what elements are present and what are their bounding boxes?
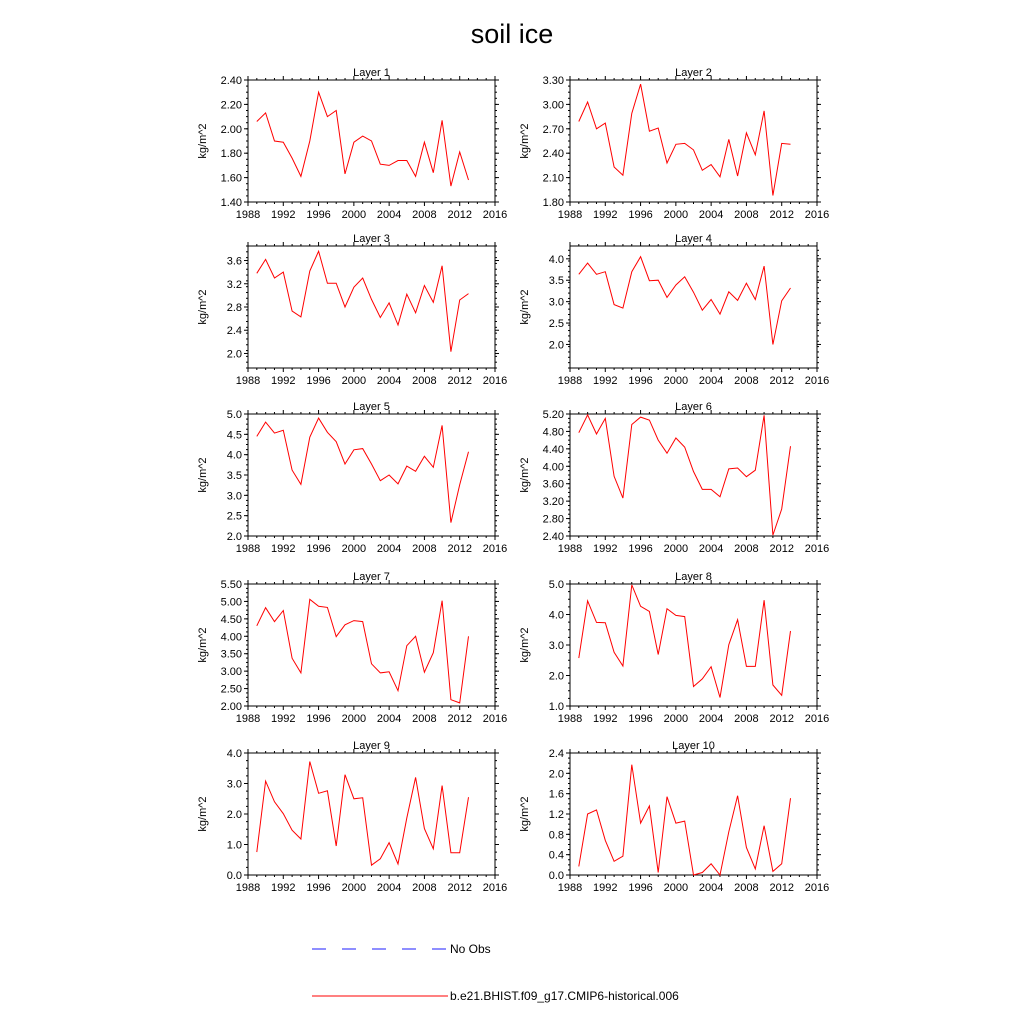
x-tick-label: 2008 xyxy=(412,713,437,725)
x-tick-label: 1988 xyxy=(557,375,583,387)
series-line xyxy=(579,257,791,345)
x-tick-label: 1992 xyxy=(593,375,618,387)
x-tick-label: 2016 xyxy=(804,543,830,555)
y-tick-label: 2.0 xyxy=(226,348,242,361)
x-tick-label: 1996 xyxy=(306,882,331,894)
x-tick-label: 2008 xyxy=(412,375,437,387)
y-tick-label: 2.70 xyxy=(542,123,564,136)
x-tick-label: 2012 xyxy=(447,375,472,387)
x-tick-label: 1988 xyxy=(557,209,583,221)
y-axis-label: kg/m^2 xyxy=(519,457,531,493)
y-tick-label: 2.40 xyxy=(220,75,242,87)
y-tick-label: 0.4 xyxy=(548,849,564,862)
x-tick-label: 1992 xyxy=(271,882,296,894)
series-line xyxy=(257,418,469,522)
y-tick-label: 2.50 xyxy=(220,683,242,696)
x-tick-label: 2016 xyxy=(804,713,830,725)
y-axis-label: kg/m^2 xyxy=(197,796,209,832)
y-axis-label: kg/m^2 xyxy=(197,123,209,159)
x-tick-label: 1996 xyxy=(306,209,331,221)
y-tick-label: 0.0 xyxy=(226,870,242,882)
x-tick-label: 2004 xyxy=(376,375,402,387)
x-tick-label: 1992 xyxy=(593,882,618,894)
y-tick-label: 3.20 xyxy=(542,496,564,509)
x-tick-label: 2004 xyxy=(698,375,724,387)
y-tick-label: 3.0 xyxy=(548,296,564,309)
x-tick-label: 2004 xyxy=(698,882,724,894)
panel-layer-8 xyxy=(519,571,829,725)
panel-layer-1 xyxy=(197,67,507,221)
y-tick-label: 3.60 xyxy=(542,478,564,491)
x-tick-label: 2016 xyxy=(804,375,830,387)
x-tick-label: 1996 xyxy=(628,713,653,725)
x-tick-label: 2008 xyxy=(734,882,759,894)
x-tick-label: 2008 xyxy=(734,375,759,387)
x-tick-label: 2000 xyxy=(341,713,367,725)
panel-title: Layer 9 xyxy=(353,740,390,752)
figure-title: soil ice xyxy=(470,19,554,49)
plot-frame xyxy=(248,246,495,368)
x-tick-label: 1992 xyxy=(593,713,618,725)
y-tick-label: 4.00 xyxy=(542,461,564,474)
series-line xyxy=(257,92,469,186)
panel-title: Layer 2 xyxy=(675,67,712,79)
x-tick-label: 2000 xyxy=(663,375,689,387)
y-tick-label: 2.00 xyxy=(220,701,242,713)
plot-frame xyxy=(248,584,495,706)
y-tick-label: 2.00 xyxy=(220,123,242,136)
panel-title: Layer 3 xyxy=(353,233,390,245)
legend-label-model: b.e21.BHIST.f09_g17.CMIP6-historical.006 xyxy=(450,989,679,1003)
x-tick-label: 2000 xyxy=(663,209,689,221)
plot-frame xyxy=(248,414,495,536)
x-tick-label: 2004 xyxy=(698,209,724,221)
y-axis-label: kg/m^2 xyxy=(519,627,531,663)
x-tick-label: 1992 xyxy=(271,713,296,725)
y-axis-label: kg/m^2 xyxy=(519,289,531,325)
panel-layer-10 xyxy=(519,740,829,894)
y-tick-label: 2.0 xyxy=(548,768,564,781)
y-tick-label: 5.50 xyxy=(220,579,242,591)
y-tick-label: 2.5 xyxy=(548,318,564,331)
legend xyxy=(312,942,679,1003)
y-tick-label: 5.20 xyxy=(542,409,564,421)
y-tick-label: 0.8 xyxy=(548,829,564,842)
y-tick-label: 1.40 xyxy=(220,197,242,209)
y-tick-label: 3.00 xyxy=(220,666,242,679)
panel-title: Layer 10 xyxy=(672,740,715,752)
y-tick-label: 2.4 xyxy=(226,325,242,338)
series-line xyxy=(257,762,469,866)
y-tick-label: 3.0 xyxy=(226,490,242,503)
x-tick-label: 2016 xyxy=(482,543,508,555)
x-tick-label: 2008 xyxy=(412,882,437,894)
x-tick-label: 2004 xyxy=(376,882,402,894)
x-tick-label: 2000 xyxy=(663,882,689,894)
x-tick-label: 2000 xyxy=(663,713,689,725)
y-tick-label: 2.80 xyxy=(542,513,564,526)
y-tick-label: 4.0 xyxy=(226,748,242,760)
y-tick-label: 4.50 xyxy=(220,613,242,626)
x-tick-label: 1988 xyxy=(557,713,583,725)
x-tick-label: 2004 xyxy=(376,713,402,725)
y-tick-label: 3.2 xyxy=(226,278,242,291)
y-tick-label: 3.00 xyxy=(542,99,564,112)
y-tick-label: 1.2 xyxy=(548,809,564,821)
x-tick-label: 2016 xyxy=(482,882,508,894)
y-tick-label: 2.0 xyxy=(226,531,242,543)
panel-layer-7 xyxy=(197,571,507,725)
y-tick-label: 4.0 xyxy=(548,253,564,266)
panel-title: Layer 7 xyxy=(353,571,390,583)
panel-layer-4 xyxy=(519,233,829,387)
y-tick-label: 3.50 xyxy=(220,648,242,661)
y-axis-label: kg/m^2 xyxy=(197,627,209,663)
y-tick-label: 2.0 xyxy=(548,339,564,352)
x-tick-label: 2004 xyxy=(698,543,724,555)
y-tick-label: 4.0 xyxy=(226,449,242,462)
y-tick-label: 4.00 xyxy=(220,631,242,644)
panel-layer-3 xyxy=(197,233,507,387)
y-tick-label: 2.40 xyxy=(542,148,564,161)
series-line xyxy=(579,84,791,195)
plot-frame xyxy=(570,753,817,875)
x-tick-label: 1996 xyxy=(628,882,653,894)
panel-layer-5 xyxy=(197,401,507,555)
x-tick-label: 2012 xyxy=(447,882,472,894)
series-line xyxy=(579,585,791,698)
y-tick-label: 2.20 xyxy=(220,99,242,112)
panel-title: Layer 1 xyxy=(353,67,390,79)
x-tick-label: 1996 xyxy=(628,543,653,555)
x-tick-label: 1996 xyxy=(628,209,653,221)
y-axis-label: kg/m^2 xyxy=(197,457,209,493)
x-tick-label: 2012 xyxy=(769,882,794,894)
x-tick-label: 2004 xyxy=(376,543,402,555)
y-tick-label: 4.5 xyxy=(226,429,242,442)
x-tick-label: 2008 xyxy=(412,543,437,555)
x-tick-label: 1992 xyxy=(593,209,618,221)
x-tick-label: 2016 xyxy=(804,209,830,221)
y-tick-label: 5.00 xyxy=(220,596,242,609)
y-axis-label: kg/m^2 xyxy=(519,796,531,832)
y-tick-label: 3.0 xyxy=(548,640,564,652)
x-tick-label: 1988 xyxy=(235,713,261,725)
x-tick-label: 2000 xyxy=(663,543,689,555)
x-tick-label: 2000 xyxy=(341,375,367,387)
y-tick-label: 1.0 xyxy=(548,701,564,713)
y-tick-label: 3.6 xyxy=(226,255,242,268)
y-tick-label: 1.80 xyxy=(542,197,564,209)
y-tick-label: 1.80 xyxy=(220,148,242,161)
x-tick-label: 2008 xyxy=(412,209,437,221)
x-tick-label: 2012 xyxy=(769,713,794,725)
legend-label-no-obs: No Obs xyxy=(450,942,491,956)
panel-layer-2 xyxy=(519,67,829,221)
x-tick-label: 2008 xyxy=(734,209,759,221)
y-axis-label: kg/m^2 xyxy=(519,123,531,159)
series-line xyxy=(579,765,791,875)
y-tick-label: 5.0 xyxy=(226,409,242,421)
x-tick-label: 2012 xyxy=(447,713,472,725)
x-tick-label: 1992 xyxy=(271,209,296,221)
plot-frame xyxy=(570,584,817,706)
y-tick-label: 5.0 xyxy=(548,579,564,591)
x-tick-label: 2012 xyxy=(769,543,794,555)
x-tick-label: 2004 xyxy=(698,713,724,725)
x-tick-label: 1988 xyxy=(557,882,583,894)
series-line xyxy=(579,415,791,535)
x-tick-label: 1996 xyxy=(628,375,653,387)
x-tick-label: 1992 xyxy=(271,543,296,555)
x-tick-label: 2000 xyxy=(341,209,367,221)
panel-title: Layer 6 xyxy=(675,401,712,413)
x-tick-label: 2008 xyxy=(734,543,759,555)
y-tick-label: 2.4 xyxy=(548,748,564,760)
panel-title: Layer 5 xyxy=(353,401,390,413)
plot-frame xyxy=(248,753,495,875)
y-tick-label: 3.30 xyxy=(542,75,564,87)
y-tick-label: 2.0 xyxy=(548,670,564,683)
y-tick-label: 4.40 xyxy=(542,443,564,456)
x-tick-label: 2012 xyxy=(447,543,472,555)
x-tick-label: 2016 xyxy=(482,375,508,387)
x-tick-label: 2012 xyxy=(447,209,472,221)
x-tick-label: 1996 xyxy=(306,543,331,555)
y-tick-label: 0.0 xyxy=(548,870,564,882)
y-tick-label: 2.10 xyxy=(542,172,564,185)
x-tick-label: 1992 xyxy=(271,375,296,387)
series-line xyxy=(257,599,469,703)
y-tick-label: 1.0 xyxy=(226,839,242,852)
x-tick-label: 1988 xyxy=(235,209,261,221)
panel-title: Layer 4 xyxy=(675,233,712,245)
x-tick-label: 2004 xyxy=(376,209,402,221)
panel-title: Layer 8 xyxy=(675,571,712,583)
x-tick-label: 2016 xyxy=(482,209,508,221)
x-tick-label: 1988 xyxy=(235,543,261,555)
y-tick-label: 2.8 xyxy=(226,302,242,314)
series-line xyxy=(257,251,469,352)
y-tick-label: 1.60 xyxy=(220,172,242,185)
panels-group xyxy=(197,67,829,894)
x-tick-label: 2012 xyxy=(769,209,794,221)
x-tick-label: 2000 xyxy=(341,882,367,894)
x-tick-label: 1988 xyxy=(235,882,261,894)
y-tick-label: 3.5 xyxy=(548,275,564,288)
plot-frame xyxy=(570,80,817,202)
panel-layer-6 xyxy=(519,401,829,555)
y-tick-label: 2.0 xyxy=(226,809,242,821)
y-tick-label: 3.0 xyxy=(226,778,242,791)
x-tick-label: 2012 xyxy=(769,375,794,387)
panel-layer-9 xyxy=(197,740,507,894)
y-axis-label: kg/m^2 xyxy=(197,289,209,325)
x-tick-label: 2016 xyxy=(804,882,830,894)
y-tick-label: 2.5 xyxy=(226,510,242,523)
x-tick-label: 1988 xyxy=(557,543,583,555)
y-tick-label: 1.6 xyxy=(548,788,564,801)
y-tick-label: 4.80 xyxy=(542,426,564,439)
x-tick-label: 2000 xyxy=(341,543,367,555)
y-tick-label: 3.5 xyxy=(226,470,242,482)
x-tick-label: 1992 xyxy=(593,543,618,555)
x-tick-label: 1996 xyxy=(306,375,331,387)
x-tick-label: 2008 xyxy=(734,713,759,725)
y-tick-label: 4.0 xyxy=(548,609,564,622)
x-tick-label: 2016 xyxy=(482,713,508,725)
x-tick-label: 1988 xyxy=(235,375,261,387)
y-tick-label: 2.40 xyxy=(542,531,564,543)
x-tick-label: 1996 xyxy=(306,713,331,725)
